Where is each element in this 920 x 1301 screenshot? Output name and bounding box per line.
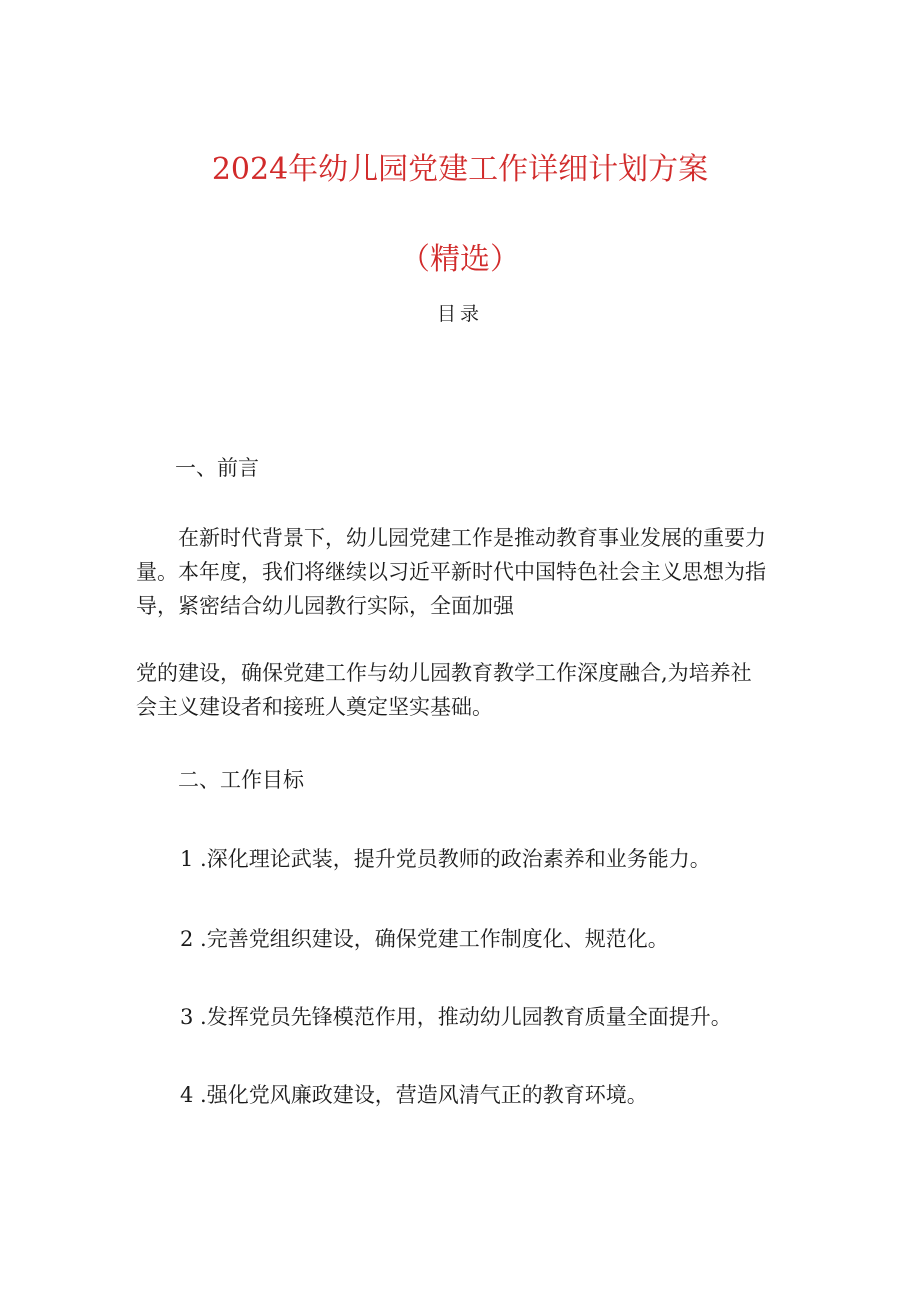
section-heading-preface: 一、前言 [175,456,259,480]
section-heading-goals: 二、工作目标 [178,768,304,792]
goal-item-1: 1 .深化理论武装，提升党员教师的政治素养和业务能力。 [180,847,711,871]
preface-paragraph-1 [136,521,786,623]
document-title: 2024年幼儿园党建工作详细计划方案 [211,152,709,187]
preface-paragraph-2 [136,656,786,724]
goal-item-3: 3 .发挥党员先锋模范作用，推动幼儿园教育质量全面提升。 [180,1005,732,1029]
paragraph-line: 会主义建设者和接班人奠定坚实基础。 [136,695,493,719]
paragraph-line: 在新时代背景下，幼儿园党建工作是推动教育事业发展的重要力 [178,526,766,550]
paragraph-line: 导，紧密结合幼儿园教行实际，全面加强 [136,594,514,618]
goal-item-2: 2 .完善党组织建设，确保党建工作制度化、规范化。 [180,927,669,951]
toc-label: 目录 [436,303,483,325]
document-subtitle: （精选） [400,242,520,277]
paragraph-line: 党的建设，确保党建工作与幼儿园教育教学工作深度融合,为培养社 [136,661,752,685]
paragraph-line: 量。本年度，我们将继续以习近平新时代中国特色社会主义思想为指 [136,560,766,584]
goal-item-4: 4 .强化党风廉政建设，营造风清气正的教育环境。 [180,1083,648,1107]
